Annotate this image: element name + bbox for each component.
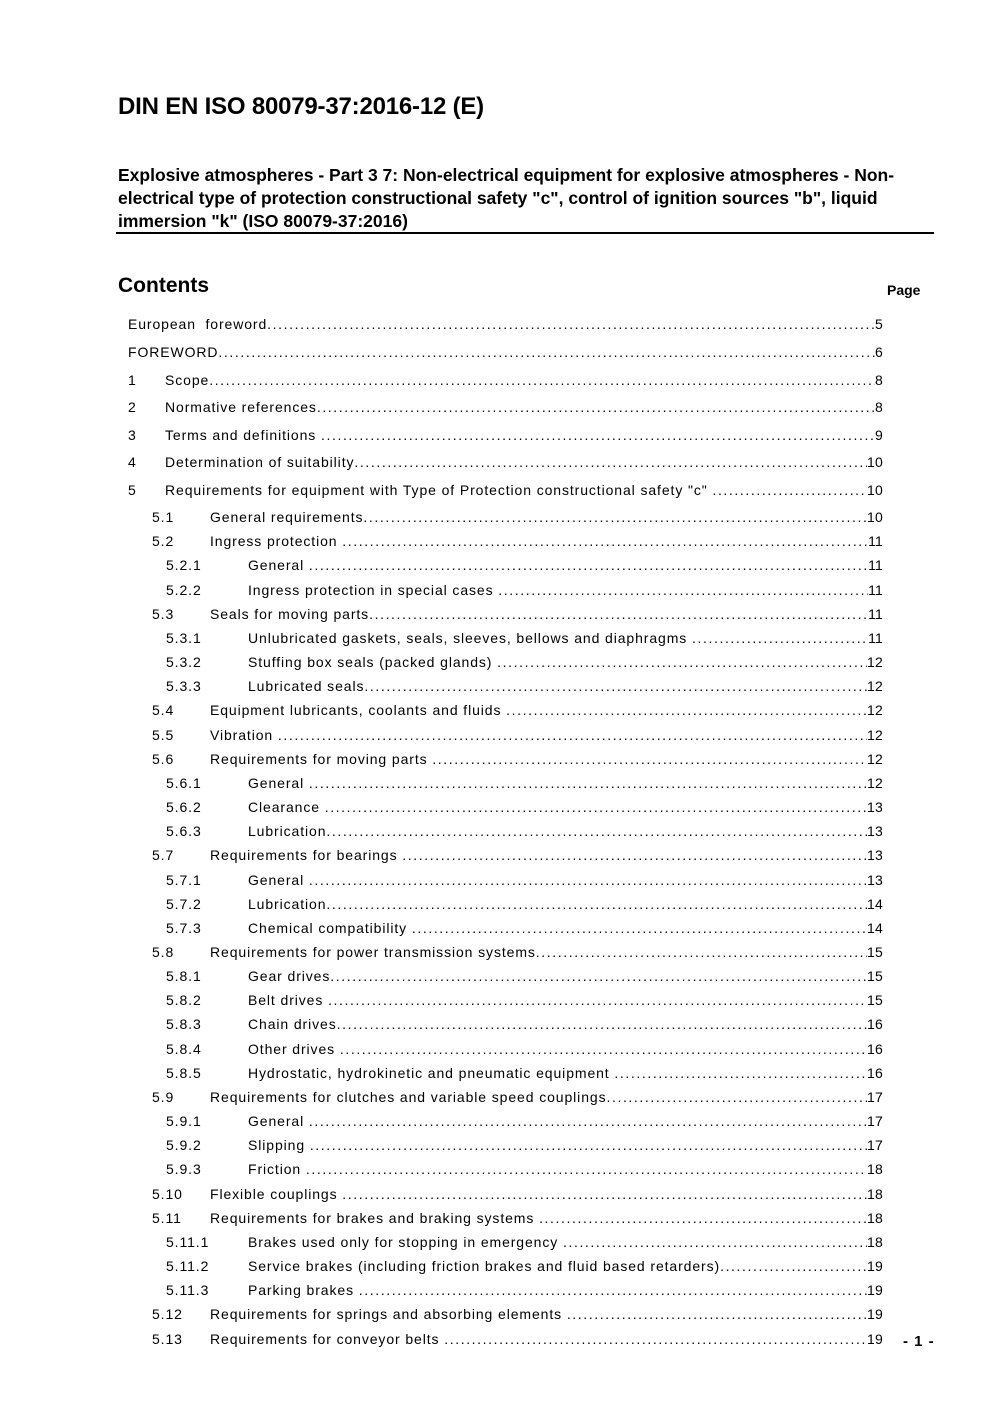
toc-entry-number: 5.3.2 [166,654,202,670]
toc-dot-leader [267,316,875,332]
toc-entry-number: 5.9 [152,1089,175,1105]
page-number-footer: - 1 - [903,1333,935,1350]
toc-entry-page: 13 [867,823,883,839]
toc-entry-number: 5.2.2 [166,582,202,598]
toc-dot-leader [497,654,867,670]
toc-entry-title: Determination of suitability [165,454,355,470]
toc-dot-leader [539,1210,867,1226]
toc-entry-number: 5.8.5 [166,1065,202,1081]
toc-entry-page: 18 [867,1161,883,1177]
toc-dot-leader [310,1137,867,1153]
toc-entry-page: 17 [867,1137,883,1153]
toc-entry-page: 11 [868,533,883,549]
document-number: DIN EN ISO 80079-37:2016-12 (E) [118,93,484,120]
toc-dot-leader [712,482,867,498]
toc-entry-number: 5.8 [152,944,175,960]
toc-entry-page: 6 [875,344,883,360]
toc-dot-leader [326,896,867,912]
toc-entry[interactable] [0,654,992,672]
toc-dot-leader [536,944,867,960]
toc-entry[interactable] [0,799,992,817]
toc-entry-page: 14 [867,920,883,936]
toc-entry-number: 5.7.2 [166,896,202,912]
toc-entry-number: 5.2.1 [166,557,202,573]
toc-entry-number: 4 [128,454,137,470]
toc-entry[interactable] [0,1234,992,1252]
toc-entry-number: 5.9.1 [166,1113,202,1129]
toc-entry-page: 12 [867,654,883,670]
toc-entry[interactable] [0,557,992,575]
toc-entry-title: Lubrication [248,823,327,839]
toc-entry[interactable] [0,344,992,362]
toc-entry-number: 5 [128,482,137,498]
toc-entry[interactable] [0,678,992,696]
toc-dot-leader [337,1016,867,1032]
toc-entry[interactable] [0,944,992,962]
toc-dot-leader [364,678,867,694]
toc-entry-page: 19 [867,1282,883,1298]
toc-entry[interactable] [0,372,992,390]
toc-entry-page: 10 [867,482,883,498]
toc-dot-leader [330,968,867,984]
toc-entry-number: 5.6 [152,751,175,767]
toc-entry-title: Requirements for equipment with Type of Protection constructional safety "c" [165,482,713,498]
toc-entry-page: 19 [867,1258,883,1274]
toc-dot-leader [309,872,867,888]
toc-entry-page: 11 [868,630,883,646]
toc-entry[interactable] [0,509,992,527]
toc-entry-title: European foreword [128,316,268,332]
toc-entry-number: 5.11 [152,1210,182,1226]
toc-entry-number: 5.1 [152,509,175,525]
toc-entry-page: 11 [868,557,883,573]
toc-entry[interactable] [0,1113,992,1131]
toc-entry[interactable] [0,872,992,890]
toc-entry-page: 18 [867,1210,883,1226]
toc-entry-page: 12 [867,775,883,791]
toc-entry-number: 5.10 [152,1186,183,1202]
toc-entry-title: Slipping [248,1137,310,1153]
toc-entry[interactable] [0,1041,992,1059]
toc-entry-title: Requirements for moving parts [210,751,433,767]
toc-dot-leader [328,992,867,1008]
toc-entry-title: Ingress protection [210,533,343,549]
toc-entry[interactable] [0,775,992,793]
toc-dot-leader [692,630,868,646]
toc-entry-page: 14 [867,896,883,912]
toc-entry-page: 5 [875,316,883,332]
toc-entry-title: Requirements for conveyor belts [210,1331,445,1347]
toc-entry-title: Belt drives [248,992,329,1008]
toc-entry-page: 17 [867,1113,883,1129]
toc-entry[interactable] [0,482,992,500]
toc-entry-page: 8 [875,399,883,415]
toc-dot-leader [278,727,867,743]
toc-entry[interactable] [0,606,992,624]
toc-entry-page: 10 [867,509,883,525]
toc-entry-page: 11 [868,606,883,622]
toc-entry[interactable] [0,992,992,1010]
toc-entry-page: 16 [867,1016,883,1032]
toc-entry-page: 16 [867,1041,883,1057]
toc-entry-page: 19 [867,1306,883,1322]
toc-entry[interactable] [0,896,992,914]
toc-entry-title: General requirements [210,509,364,525]
toc-entry-number: 5.9.2 [166,1137,202,1153]
toc-dot-leader [306,1161,867,1177]
toc-entry-page: 19 [867,1331,883,1347]
toc-entry[interactable] [0,1161,992,1179]
toc-entry-title: Lubricated seals [248,678,365,694]
toc-entry-number: 5.11.2 [166,1258,210,1274]
toc-entry-title: Friction [248,1161,306,1177]
toc-entry-title: Chemical compatibility [248,920,412,936]
toc-dot-leader [402,847,867,863]
toc-entry-title: Requirements for springs and absorbing elements [210,1306,567,1322]
toc-entry-page: 12 [867,751,883,767]
toc-dot-leader [432,751,867,767]
toc-entry-number: 5.8.3 [166,1016,202,1032]
toc-entry-page: 13 [867,847,883,863]
toc-entry-number: 5.7.3 [166,920,202,936]
toc-entry-number: 5.11.3 [166,1282,210,1298]
toc-dot-leader [498,582,868,598]
toc-entry[interactable] [0,1210,992,1228]
toc-entry-number: 5.3 [152,606,175,622]
toc-entry-title: Lubrication [248,896,327,912]
toc-entry[interactable] [0,427,992,445]
toc-entry[interactable] [0,1137,992,1155]
toc-entry-page: 18 [867,1186,883,1202]
toc-dot-leader [317,399,875,415]
toc-entry-page: 12 [867,702,883,718]
toc-dot-leader [444,1331,867,1347]
toc-entry-number: 5.3.1 [166,630,202,646]
toc-entry-page: 13 [867,872,883,888]
toc-entry-title: Vibration [210,727,278,743]
toc-entry-number: 5.2 [152,533,175,549]
toc-entry[interactable] [0,920,992,938]
toc-entry[interactable] [0,533,992,551]
toc-entry-title: Requirements for clutches and variable speed couplings [210,1089,607,1105]
toc-dot-leader [309,775,867,791]
toc-entry[interactable] [0,1258,992,1276]
toc-entry-number: 5.4 [152,702,175,718]
toc-entry-title: FOREWORD [128,344,219,360]
toc-entry[interactable] [0,727,992,745]
toc-entry-title: Gear drives [248,968,331,984]
toc-dot-leader [720,1258,867,1274]
toc-entry-title: Seals for moving parts [210,606,370,622]
toc-entry-title: Parking brakes [248,1282,359,1298]
toc-entry-title: Terms and definitions [165,427,321,443]
toc-entry[interactable] [0,1089,992,1107]
toc-entry-number: 5.5 [152,727,175,743]
toc-entry-title: Clearance [248,799,325,815]
toc-entry[interactable] [0,399,992,417]
toc-dot-leader [506,702,867,718]
toc-dot-leader [363,509,867,525]
toc-entry-number: 5.12 [152,1306,183,1322]
toc-dot-leader [359,1282,867,1298]
toc-dot-leader [326,823,867,839]
toc-entry[interactable] [0,1016,992,1034]
toc-dot-leader [354,454,867,470]
toc-dot-leader [369,606,868,622]
toc-dot-leader [567,1306,867,1322]
toc-entry-title: Scope [165,372,210,388]
toc-entry[interactable] [0,847,992,865]
toc-entry[interactable] [0,316,992,334]
toc-entry-title: Brakes used only for stopping in emergency [248,1234,563,1250]
toc-entry[interactable] [0,454,992,472]
toc-entry-title: General [248,557,309,573]
toc-entry-title: Normative references [165,399,317,415]
toc-entry-page: 15 [867,992,883,1008]
contents-heading: Contents [118,274,209,297]
toc-dot-leader [209,372,875,388]
toc-dot-leader [342,533,868,549]
toc-entry-title: Unlubricated gaskets, seals, sleeves, bellows and diaphragms [248,630,692,646]
toc-dot-leader [412,920,867,936]
toc-dot-leader [218,344,875,360]
toc-entry-title: Other drives [248,1041,340,1057]
toc-entry-title: General [248,1113,309,1129]
toc-entry[interactable] [0,1186,992,1204]
document-title: Explosive atmospheres - Part 3 7: Non-electrical equipment for explosive atmospheres - Non-electrical type of protection constructional safety "c", control of ignition sources "b", liquid immersion "k" (ISO 80079-37:2016) [118,165,895,231]
toc-entry-page: 17 [867,1089,883,1105]
toc-entry-page: 12 [867,678,883,694]
toc-entry-number: 5.6.3 [166,823,202,839]
toc-entry-number: 5.13 [152,1331,183,1347]
toc-entry-number: 5.7.1 [166,872,202,888]
toc-entry-page: 9 [875,427,883,443]
toc-entry-page: 8 [875,372,883,388]
toc-entry-page: 10 [867,454,883,470]
toc-entry-page: 16 [867,1065,883,1081]
toc-entry-title: Service brakes (including friction brakes and fluid based retarders) [248,1258,721,1274]
toc-entry-title: Hydrostatic, hydrokinetic and pneumatic equipment [248,1065,615,1081]
toc-entry-number: 3 [128,427,137,443]
toc-entry[interactable] [0,823,992,841]
toc-dot-leader [340,1041,867,1057]
toc-entry-number: 5.8.1 [166,968,202,984]
toc-dot-leader [614,1065,867,1081]
toc-dot-leader [309,557,868,573]
toc-entry-title: Stuffing box seals (packed glands) [248,654,498,670]
toc-entry-title: Requirements for power transmission systems [210,944,536,960]
toc-dot-leader [325,799,867,815]
toc-entry-title: General [248,872,309,888]
page-column-label: Page [887,282,921,298]
toc-entry-number: 5.6.2 [166,799,202,815]
toc-entry[interactable] [0,1306,992,1324]
toc-entry-page: 18 [867,1234,883,1250]
toc-entry[interactable] [0,968,992,986]
toc-entry-number: 5.11.1 [166,1234,210,1250]
toc-dot-leader [342,1186,867,1202]
toc-entry-page: 12 [867,727,883,743]
toc-entry-page: 11 [868,582,883,598]
toc-entry-number: 5.8.2 [166,992,202,1008]
toc-entry-number: 5.9.3 [166,1161,202,1177]
toc-entry-title: Equipment lubricants, coolants and fluids [210,702,507,718]
toc-entry-number: 5.6.1 [166,775,202,791]
toc-entry-number: 2 [128,399,137,415]
toc-entry-page: 15 [867,944,883,960]
toc-entry-title: Chain drives [248,1016,337,1032]
toc-entry-title: Ingress protection in special cases [248,582,499,598]
toc-entry[interactable] [0,1065,992,1083]
toc-entry[interactable] [0,1282,992,1300]
toc-entry[interactable] [0,751,992,769]
toc-dot-leader [606,1089,867,1105]
toc-entry[interactable] [0,630,992,648]
toc-entry[interactable] [0,582,992,600]
toc-entry-title: General [248,775,309,791]
toc-entry-title: Requirements for bearings [210,847,403,863]
toc-entry[interactable] [0,702,992,720]
toc-dot-leader [309,1113,867,1129]
toc-entry[interactable] [0,1331,992,1349]
toc-entry-page: 15 [867,968,883,984]
toc-entry-title: Flexible couplings [210,1186,343,1202]
toc-entry-number: 5.8.4 [166,1041,202,1057]
toc-entry-number: 5.3.3 [166,678,202,694]
toc-dot-leader [321,427,875,443]
toc-entry-number: 5.7 [152,847,175,863]
toc-entry-title: Requirements for brakes and braking systems [210,1210,540,1226]
toc-entry-page: 13 [867,799,883,815]
toc-entry-number: 1 [128,372,137,388]
toc-dot-leader [563,1234,867,1250]
